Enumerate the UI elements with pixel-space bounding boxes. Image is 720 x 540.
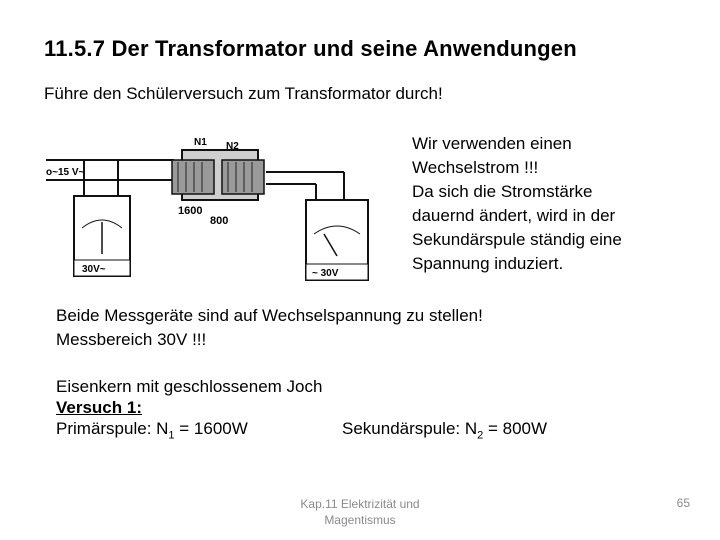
turns2-label: 800 <box>210 215 229 227</box>
instruction-line: Messbereich 30V !!! <box>56 330 207 349</box>
footer-chapter <box>280 496 440 528</box>
versuch-heading: Versuch 1: <box>56 398 142 417</box>
meter-left-label: 30V~ <box>82 264 106 275</box>
transformer-experiment-figure <box>44 132 390 284</box>
meter-right-label: ~ 30V <box>312 268 339 279</box>
coil2-label: N2 <box>226 141 239 152</box>
secondary-coil: Sekundärspule: $N_2 = 800W$ <box>342 419 548 442</box>
side-line: Sekundärspule ständig eine <box>412 230 622 249</box>
footer-line: Magentismus <box>324 513 396 527</box>
coil1-label: N1 <box>194 137 207 148</box>
page-number: 65 <box>676 496 690 510</box>
instruction-line: Beide Messgeräte sind auf Wechselspannung zu stellen! <box>56 306 483 325</box>
side-explanation <box>412 132 702 276</box>
side-line: Wechselstrom !!! <box>412 158 539 177</box>
primary-coil: Primärspule: $N_1 = 1600W$ <box>56 419 248 442</box>
intro-text: Führe den Schülerversuch zum Transformator durch! <box>44 84 443 103</box>
side-line: Spannung induziert. <box>412 254 564 273</box>
slide-title: 11.5.7 Der Transformator und seine Anwendungen <box>44 36 577 61</box>
side-line: Wir verwenden einen <box>412 134 572 153</box>
side-line: Da sich die Stromstärke <box>412 182 593 201</box>
turns1-label: 1600 <box>178 205 203 217</box>
footer-line: Kap.11 Elektrizität und <box>300 497 420 511</box>
core-description: Eisenkern mit geschlossenem Joch <box>56 377 323 396</box>
measurement-instructions <box>56 304 483 352</box>
coil-values <box>56 418 548 442</box>
source-label: o~15 V~ <box>46 167 85 178</box>
side-line: dauernd ändert, wird in der <box>412 206 616 225</box>
experiment-setup <box>56 376 548 442</box>
